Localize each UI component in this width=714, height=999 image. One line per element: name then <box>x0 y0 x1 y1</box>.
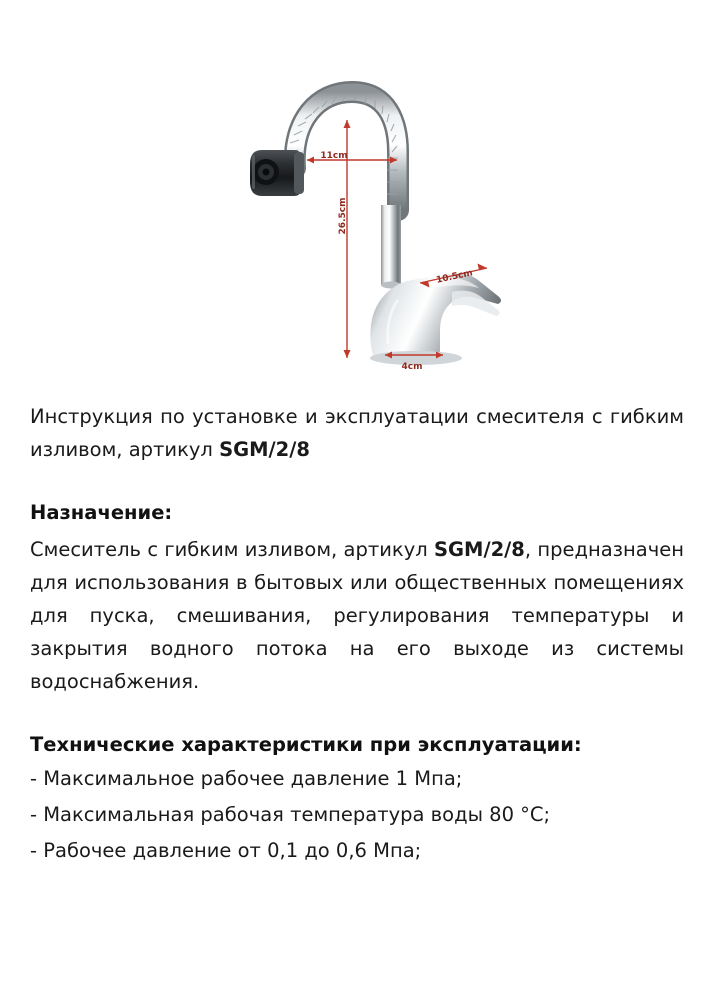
spray-head <box>250 150 304 196</box>
label-reach-length: 10.5cm <box>435 268 474 286</box>
intro-text: Инструкция по установке и эксплуатации смесителя с гибким изливом, артикул <box>30 405 684 461</box>
product-figure <box>0 0 714 392</box>
purpose-paragraph <box>30 533 684 698</box>
purpose-article-code: SGM/2/8 <box>434 538 525 561</box>
spec-item-working-pressure: - Рабочее давление от 0,1 до 0,6 Мпа; <box>30 839 422 862</box>
purpose-text-lead: Смеситель с гибким изливом, артикул <box>30 538 434 561</box>
label-spout-width: 11cm <box>320 151 348 161</box>
faucet-illustration <box>0 0 714 392</box>
spec-item-temperature-max: - Максимальная рабочая температура воды 80 °C; <box>30 803 551 826</box>
label-total-height: 26.5cm <box>338 197 348 235</box>
label-base-width: 4cm <box>401 362 423 372</box>
specs-heading: Технические характеристики при эксплуатации: <box>30 733 582 756</box>
intro-article-code: SGM/2/8 <box>219 438 310 461</box>
purpose-heading: Назначение: <box>30 501 173 524</box>
intro-paragraph <box>30 400 684 466</box>
purpose-text-rest: , предназначен для использования в бытовых или общественных помещениях для пуска, смешивания, регулирования температуры и закрытия водного потока на его выходе из системы водоснабжения. <box>30 538 684 693</box>
spec-item-pressure-max: - Максимальное рабочее давление 1 Мпа; <box>30 767 463 790</box>
document-content <box>0 400 714 869</box>
